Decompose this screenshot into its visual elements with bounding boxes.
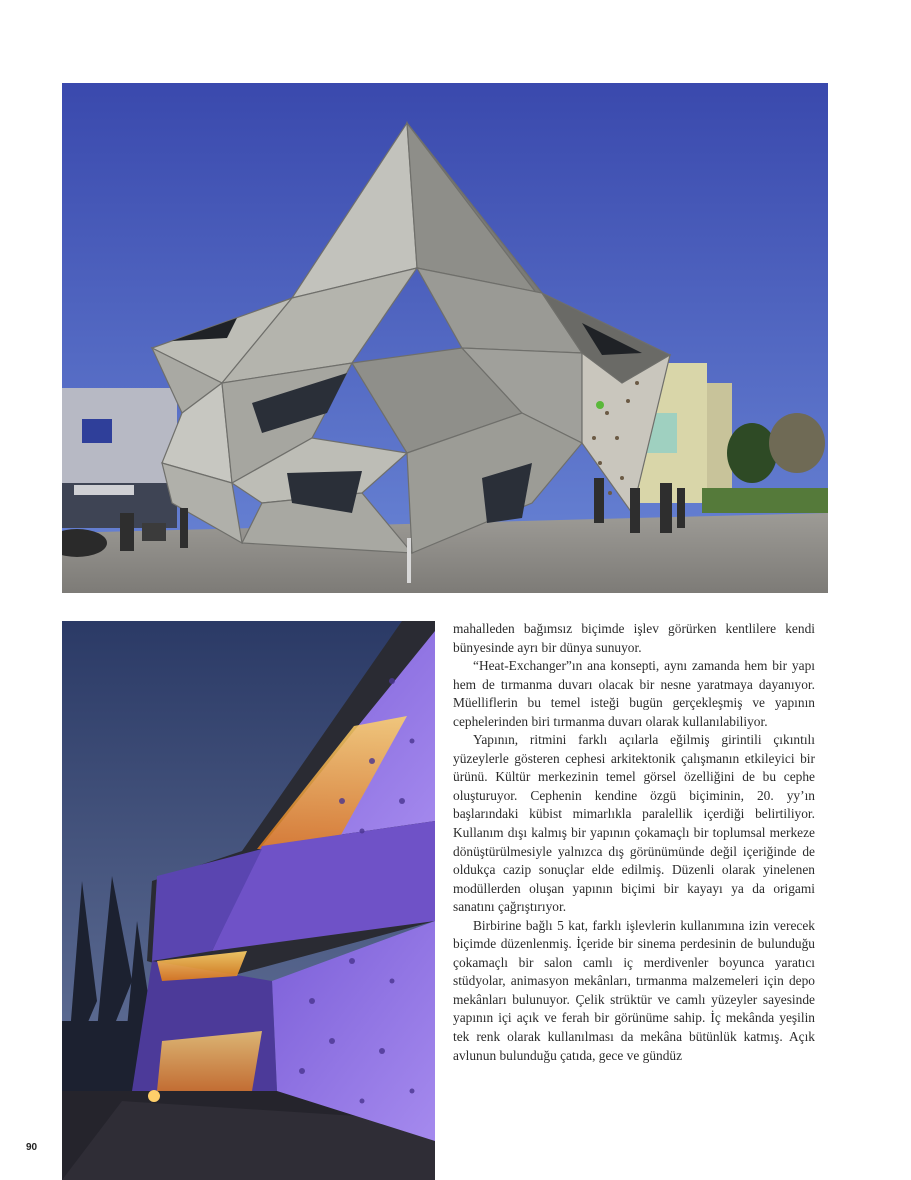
paragraph: mahalleden bağımsız biçimde işlev görürken kentlilere kendi bünyesinde ayrı bir dünya sunuyor. (453, 621, 815, 655)
paragraph: Birbirine bağlı 5 kat, farklı işlevlerin kullanımına izin verecek biçimde düzenlenmiş. İçeride bir sinema perdesinin de bulunduğu çokamaçlı bir salon camlı iç merdivenler boyunca yaratıcı stüdyolar, animasyon mekânları, tırmanma malzemeleri için depo mekânları bulunuyor. Çelik strüktür ve camlı yüzeyler sayesinde yapının içi açık ve ferah bir görünüme sahip. İç mekânda yeşilin tek renk olarak kullanılması da mekâna bütünlük katmış. Açık avlunun bulunduğu çatıda, gece ve gündüz (453, 917, 815, 1063)
building-daytime-photo (62, 83, 828, 593)
paragraph: Yapının, ritmini farklı açılarla eğilmiş girintili çıkıntılı yüzeylerle gösteren cephesi arkitektonik çalışmanın etkileyici bir ürünü. Kültür merkezinin temel görsel özelliğini de bu cephe oluşturuyor. Cephenin kendine özgü biçiminin, 20. yy’ın başlarındaki kübist mimarlıkla paralellik içerdiği belirtiliyor. Kullanım dışı kalmış bir yapının çokamaçlı bir toplumsal merkeze dönüştürülmesiyle yalnızca dış görünümünde değil içeriğinde de oldukça cazip sonuçlar elde edilmiş. Düzenli olarak yinelenen modüllerden oluşan yapının biçimi bir kayayı ya da origami sanatını çağrıştırıyor. (453, 732, 815, 915)
page-number: 90 (26, 1142, 38, 1153)
article-text (453, 620, 815, 1065)
building-night-photo (62, 621, 435, 1180)
paragraph: “Heat-Exchanger”ın ana konsepti, aynı zamanda hem bir yapı hem de tırmanma duvarı olacak bir nesne yaratmaya dayanıyor. Müelliflerin bu temel isteği bugün gerçekleşmiş ve yapının cephelerinden biri tırmanma duvarı olarak kullanılabiliyor. (453, 658, 815, 729)
